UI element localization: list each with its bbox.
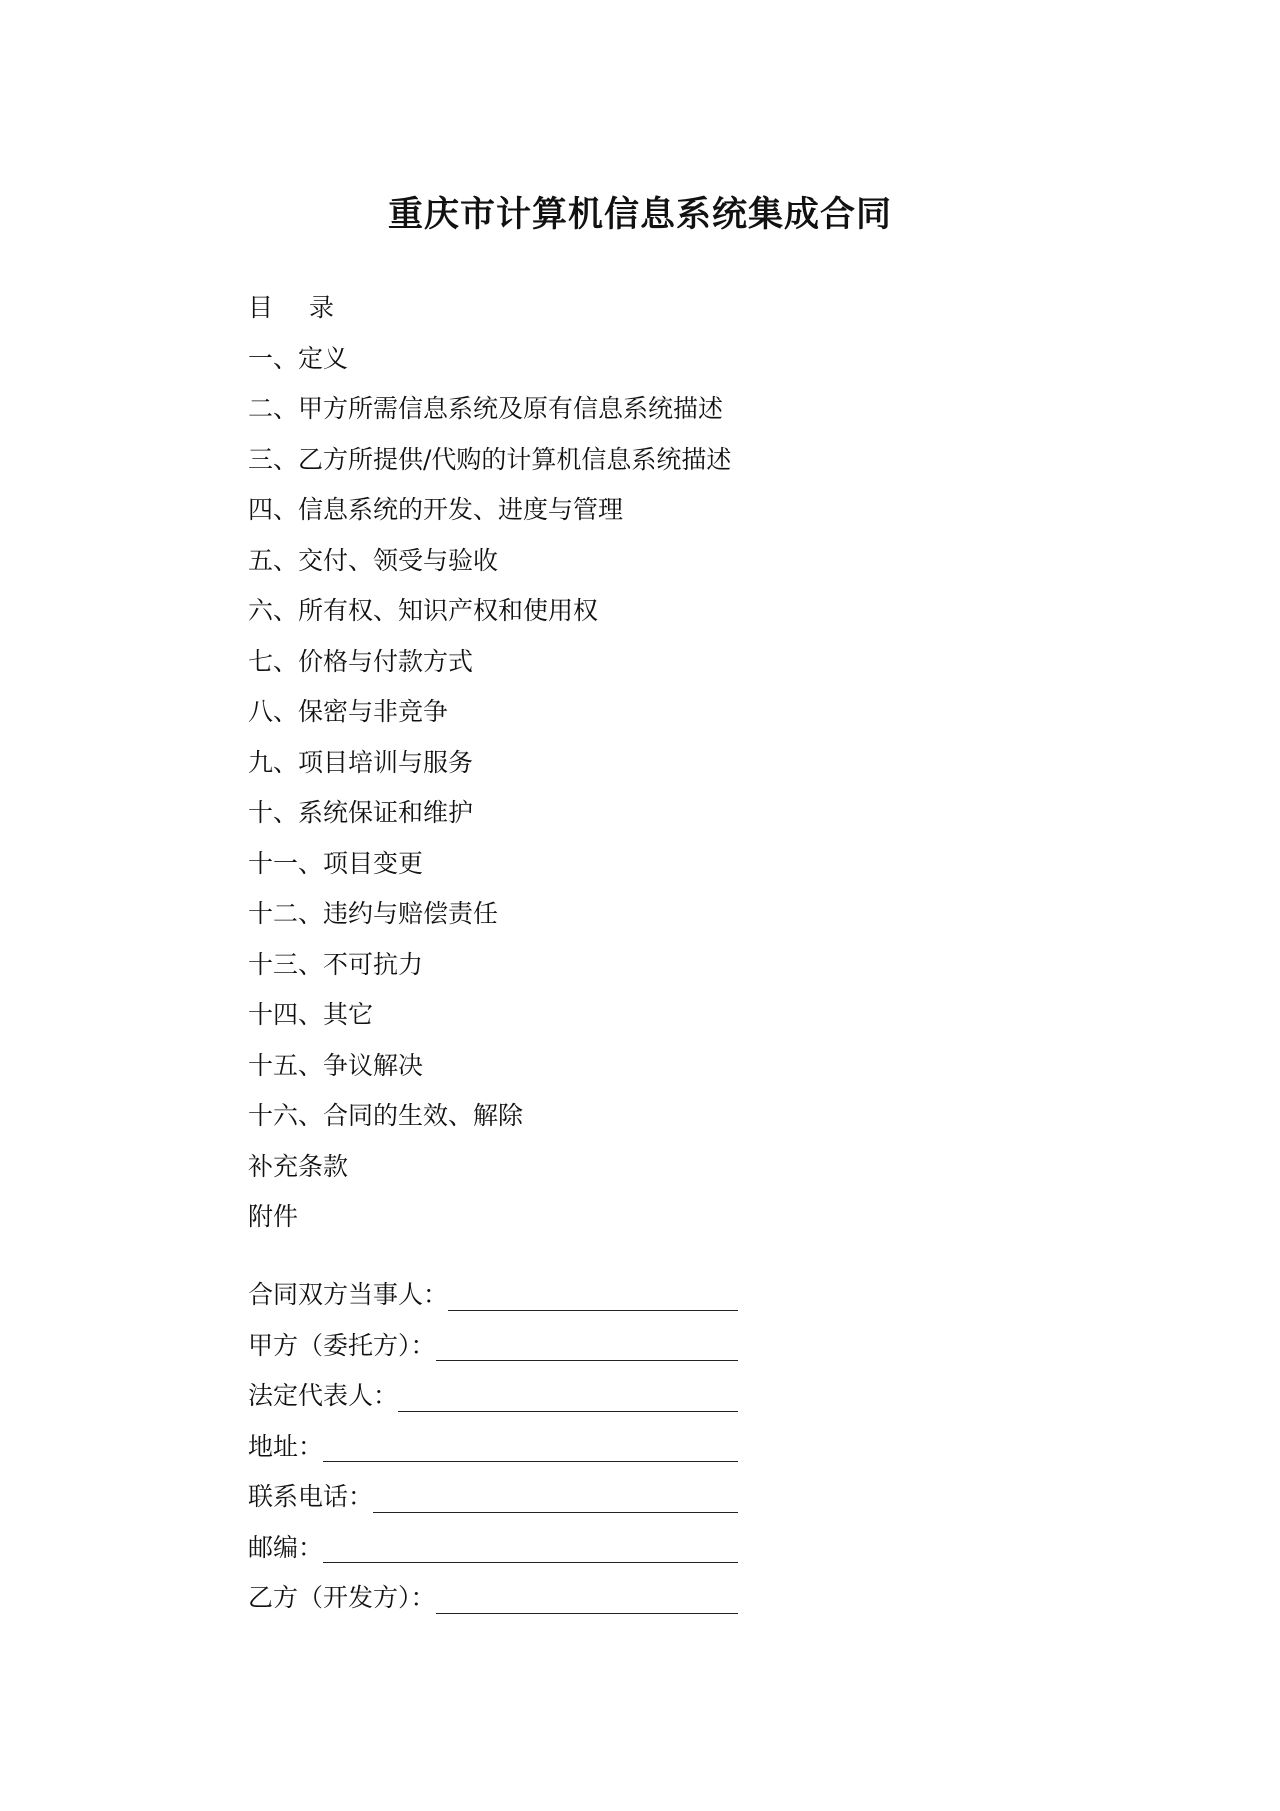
fill-in-blank [373, 1476, 738, 1513]
fill-in-blank [448, 1274, 738, 1311]
toc-item-breach-liability: 十二、违约与赔偿责任 [248, 899, 499, 928]
party-row-contracting-parties [248, 1270, 738, 1321]
toc-item-warranty-maintenance: 十、系统保证和维护 [248, 798, 474, 827]
toc-item-supplementary-terms: 补充条款 [248, 1151, 349, 1181]
toc-heading: 目 录 [248, 293, 348, 322]
party-row-phone [248, 1472, 738, 1523]
toc-item-price-payment: 七、价格与付款方式 [248, 646, 474, 676]
field-label: 地址： [248, 1431, 324, 1461]
field-label: 联系电话： [248, 1482, 374, 1511]
fill-in-blank [323, 1425, 738, 1462]
toc-item-force-majeure: 十三、不可抗力 [248, 949, 424, 979]
fill-in-blank [436, 1324, 738, 1361]
party-row-postcode [248, 1523, 738, 1574]
fill-in-blank [436, 1577, 738, 1614]
toc-item-development-schedule: 四、信息系统的开发、进度与管理 [248, 495, 624, 524]
toc-item-dispute-resolution: 十五、争议解决 [248, 1050, 424, 1080]
field-label: 邮编： [248, 1532, 324, 1562]
field-label: 法定代表人： [248, 1381, 399, 1410]
party-row-party-a [248, 1321, 738, 1372]
party-info-section [248, 1270, 738, 1624]
table-of-contents [248, 283, 731, 1243]
field-label: 合同双方当事人： [248, 1280, 449, 1309]
field-label: 甲方（委托方）： [248, 1330, 436, 1360]
toc-item-training-service: 九、项目培训与服务 [248, 747, 474, 777]
toc-item-party-b-system: 三、乙方所提供/代购的计算机信息系统描述 [248, 444, 732, 474]
party-row-legal-representative [248, 1371, 738, 1422]
toc-item-definitions: 一、定义 [248, 343, 349, 373]
toc-item-project-change: 十一、项目变更 [248, 848, 424, 878]
toc-item-confidentiality: 八、保密与非竞争 [248, 697, 449, 726]
toc-item-party-a-system: 二、甲方所需信息系统及原有信息系统描述 [248, 394, 724, 423]
fill-in-blank [323, 1526, 738, 1563]
toc-item-other: 十四、其它 [248, 1000, 374, 1029]
toc-item-delivery-acceptance: 五、交付、领受与验收 [248, 545, 499, 575]
toc-item-ownership-ip: 六、所有权、知识产权和使用权 [248, 596, 599, 625]
document-title: 重庆市计算机信息系统集成合同 [387, 195, 892, 235]
fill-in-blank [398, 1375, 738, 1412]
toc-item-appendix: 附件 [248, 1202, 299, 1231]
toc-item-effect-termination: 十六、合同的生效、解除 [248, 1101, 524, 1130]
field-label: 乙方（开发方）： [248, 1583, 436, 1612]
party-row-address [248, 1422, 738, 1473]
party-row-party-b [248, 1573, 738, 1624]
